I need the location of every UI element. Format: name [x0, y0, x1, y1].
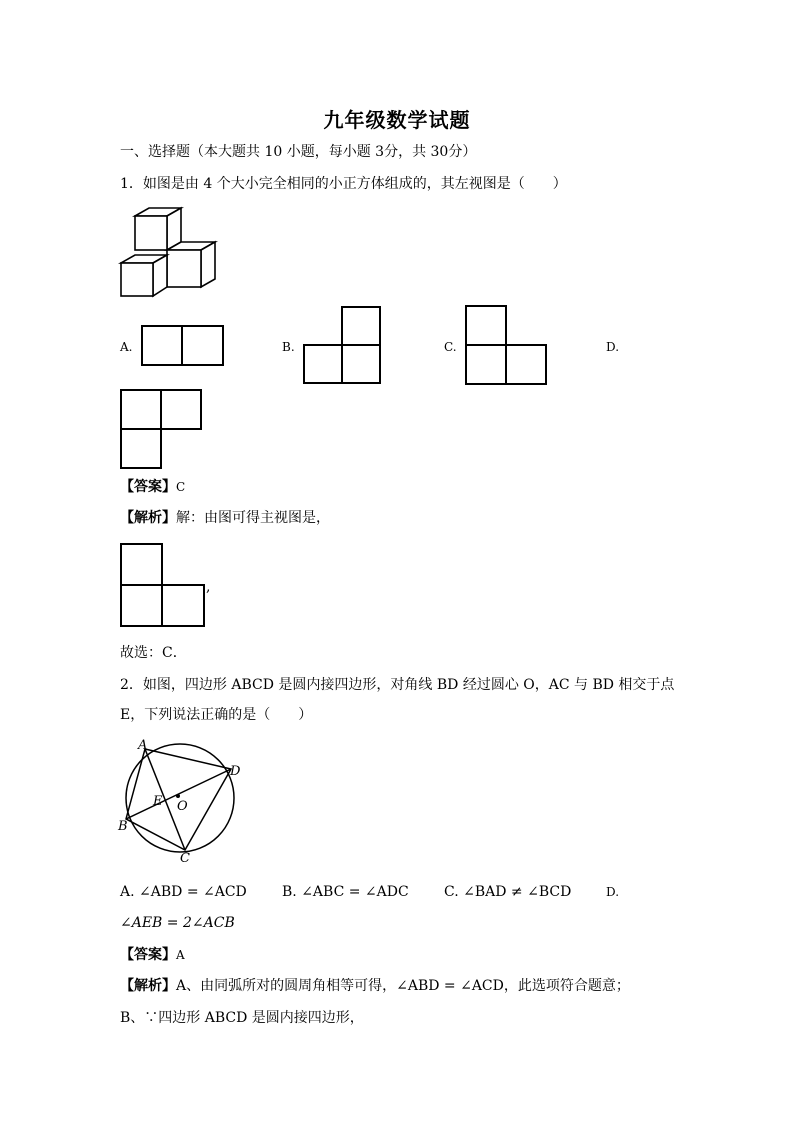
q2-answer-tag: 【答案】	[120, 947, 176, 963]
q1-option-d-figure	[120, 389, 204, 470]
cubes-figure	[118, 207, 220, 299]
question-2-stem-line-2: E，下列说法正确的是（ ）	[120, 707, 313, 723]
q1-figure-comma: ,	[206, 579, 211, 595]
q1-analysis-tag: 【解析】	[120, 510, 176, 526]
section-heading: 一、选择题（本大题共 10 小题，每小题 3分，共 30分）	[120, 144, 477, 160]
circle-quadrilateral-figure	[114, 736, 254, 866]
q2-option-c: C. ∠BAD ≠ ∠BCD	[444, 884, 572, 900]
q2-analysis-line-2: B、∵四边形 ABCD 是圆内接四边形，	[120, 1010, 364, 1026]
q1-option-b-label: B.	[282, 340, 295, 354]
point-label-d: D	[230, 764, 241, 779]
question-1-stem: 1．如图是由 4 个大小完全相同的小正方体组成的，其左视图是（ ）	[120, 176, 567, 192]
question-2-stem-line-1: 2．如图，四边形 ABCD 是圆内接四边形，对角线 BD 经过圆心 O，AC 与 BD 相交于点	[120, 677, 675, 693]
q1-option-b-figure	[303, 306, 383, 385]
q2-analysis-tag: 【解析】	[120, 978, 176, 994]
q1-answer-tag: 【答案】	[120, 479, 176, 495]
q1-main-view-figure	[120, 543, 211, 628]
point-label-c: C	[180, 851, 190, 866]
q1-analysis	[120, 508, 330, 528]
point-label-o: O	[177, 799, 188, 814]
q2-answer	[120, 945, 185, 965]
q2-analysis-text-1: A、由同弧所对的圆周角相等可得，∠ABD = ∠ACD，此选项符合题意；	[176, 978, 630, 994]
q1-option-c-figure	[465, 305, 549, 386]
point-label-b: B	[118, 819, 128, 834]
q1-answer-value: C	[176, 480, 186, 494]
q2-option-d-formula: ∠AEB = 2∠ACB	[120, 915, 235, 931]
q2-analysis-line-1	[120, 976, 630, 996]
q2-answer-value: A	[176, 948, 185, 962]
q1-analysis-text: 解：由图可得主视图是，	[176, 510, 330, 526]
q1-conclusion: 故选：C．	[120, 645, 187, 661]
q1-answer	[120, 477, 185, 497]
q1-option-a-label: A.	[120, 340, 133, 354]
q2-option-d-label: D.	[606, 885, 620, 899]
point-label-e: E	[153, 794, 163, 809]
page-title: 九年级数学试题	[323, 108, 471, 132]
q1-option-a-figure	[141, 325, 225, 367]
q2-option-a: A. ∠ABD = ∠ACD	[120, 884, 247, 900]
point-label-a: A	[138, 738, 148, 753]
q2-option-b: B. ∠ABC = ∠ADC	[282, 884, 409, 900]
q1-option-c-label: C.	[444, 340, 457, 354]
q1-option-d-label: D.	[606, 340, 620, 354]
